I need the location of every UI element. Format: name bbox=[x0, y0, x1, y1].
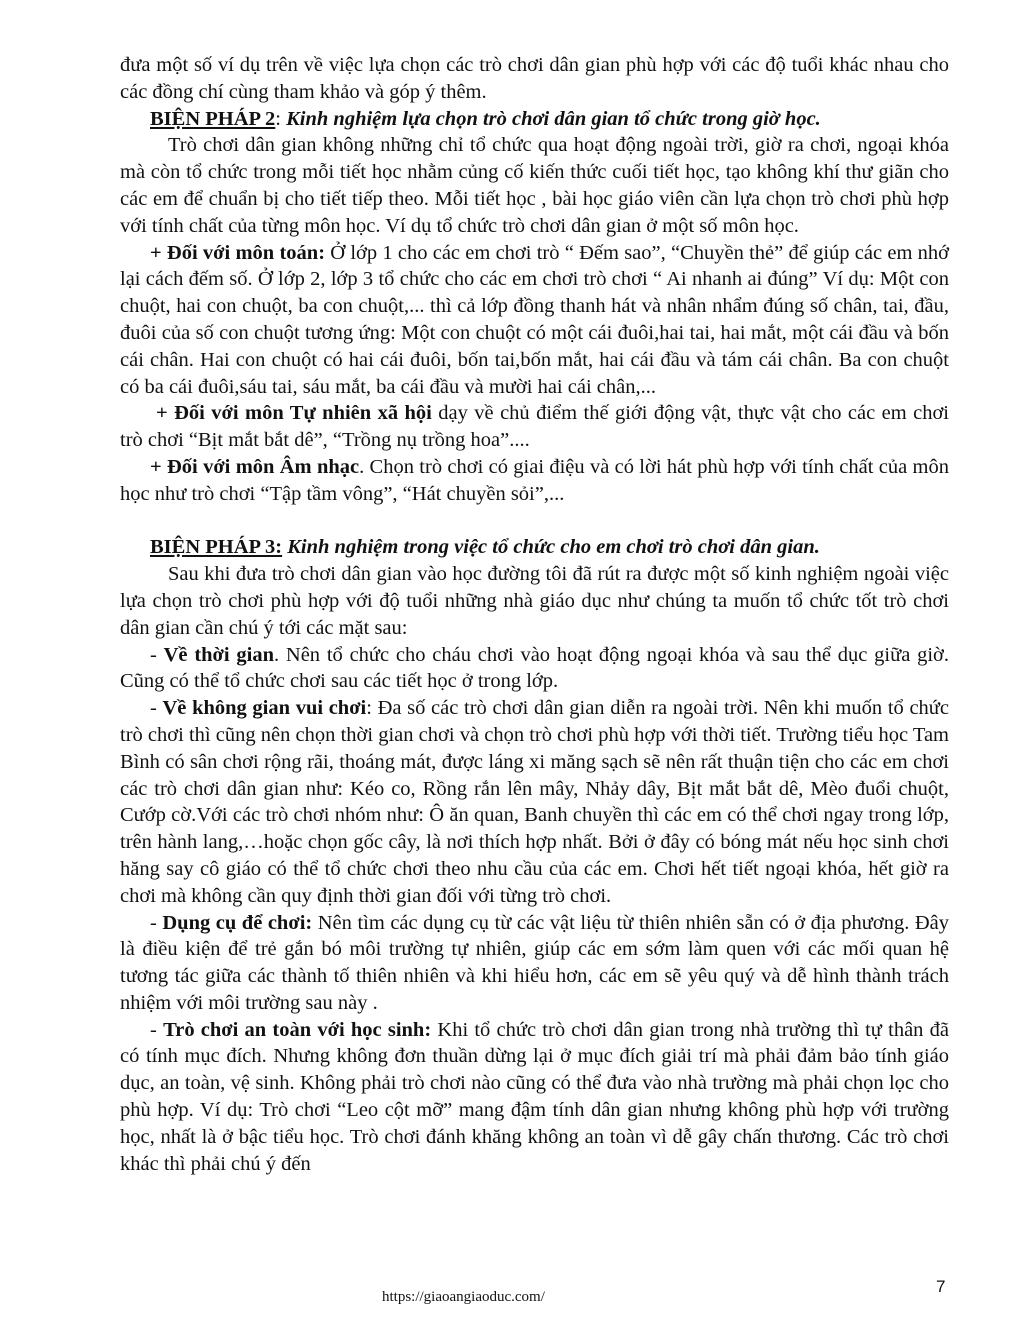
bp3-item-time-text: . Nên tổ chức cho cháu chơi vào hoạt động ngoại khóa và sau thể dục giữa giờ. Cũng có thể tổ chức chơi sau các tiết học ở trong lớp. bbox=[120, 643, 950, 693]
bp3-heading bbox=[120, 534, 949, 561]
bp3-item-tools bbox=[120, 910, 949, 1017]
bp3-item-space-dash: - bbox=[150, 697, 163, 720]
bp2-item-math-label: + Đối với môn toán: bbox=[150, 241, 326, 264]
bp3-item-space-text: : Đa số các trò chơi dân gian diễn ra ngoài trời. Nên khi muốn tổ chức trò chơi thì cũng nên chọn thời gian chơi và chọn trò chơi phù hợp với thời tiết. Trường tiểu học Tam Bình có sân chơi rộng rãi, thoáng mát, được láng xi măng sạch sẽ nên rất thuận tiện cho các em chơi các trò chơi dân gian như: Kéo co, Rồng rắn lên mây, Nhảy dây, Bịt mắt bắt dê, Mèo đuổi chuột, Cướp cờ.Với các trò chơi nhóm như: Ô ăn quan, Banh chuyền thì các em có thể chơi ngay trong lớp, trên hành lang,…hoặc chọn gốc cây, là nơi thích hợp nhất. Bởi ở đây có bóng mát nếu học sinh chơi hăng say cô giáo có thể tổ chức chơi theo nhu cầu của các em. Chơi hết tiết ngoại khóa, hết giờ ra chơi mà không cần quy định thời gian đối với từng trò chơi. bbox=[120, 697, 950, 907]
bp3-paragraph: Sau khi đưa trò chơi dân gian vào học đường tôi đã rút ra được một số kinh nghiệm ngoài việc lựa chọn trò chơi phù hợp với độ tuổi những nhà giáo dục như chúng ta muốn tổ chức tốt trò chơi dân gian cần chú ý tới các mặt sau: bbox=[120, 563, 949, 639]
footer-url-link[interactable]: https://giaoangiaoduc.com/ bbox=[382, 1289, 545, 1305]
document-body bbox=[120, 52, 949, 1177]
bp3-item-safety-dash: - bbox=[150, 1018, 164, 1041]
bp3-item-time-dash: - bbox=[150, 643, 164, 666]
bp3-item-tools-text: Nên tìm các dụng cụ từ các vật liệu từ thiên nhiên sẵn có ở địa phương. Đây là điều kiện để trẻ gắn bó môi trường tự nhiên, giúp các em sớm làm quen với các mối quan hệ tương tác giữa các thành tố thiên nhiên và khi hiểu hơn, các em sẽ yêu quý và dễ hình thành trách nhiệm với môi trường sau này . bbox=[120, 911, 950, 1014]
bp2-item-music-label: + Đối với môn Âm nhạc bbox=[150, 455, 360, 478]
bp2-item-nature bbox=[120, 400, 949, 454]
bp2-item-nature-text: dạy về chủ điểm thế giới động vật, thực vật cho các em chơi trò chơi “Bịt mắt bắt dê”, “Trồng nụ trồng hoa”.... bbox=[120, 402, 950, 452]
bp3-title: Kinh nghiệm trong việc tổ chức cho em chơi trò chơi dân gian. bbox=[287, 536, 820, 559]
bp3-item-safety bbox=[120, 1017, 949, 1178]
bp2-heading bbox=[120, 106, 949, 133]
bp3-item-space bbox=[120, 695, 949, 909]
page-number: 7 bbox=[936, 1277, 946, 1296]
bp2-separator: : bbox=[275, 107, 287, 130]
bp2-title: Kinh nghiệm lựa chọn trò chơi dân gian tổ chức trong giờ học. bbox=[286, 107, 821, 130]
bp2-label: BIỆN PHÁP 2 bbox=[150, 107, 276, 130]
bp2-item-math bbox=[120, 240, 949, 401]
bp2-item-nature-label: + Đối với môn Tự nhiên xã hội bbox=[156, 402, 432, 425]
bp3-item-tools-dash: - bbox=[150, 911, 163, 934]
bp3-item-time bbox=[120, 642, 949, 696]
bp3-label: BIỆN PHÁP 3: bbox=[150, 536, 283, 559]
bp3-item-tools-label: Dụng cụ để chơi: bbox=[162, 911, 313, 934]
bp2-item-music bbox=[120, 454, 949, 508]
bp3-item-time-label: Về thời gian bbox=[163, 643, 274, 666]
bp3-item-safety-label: Trò chơi an toàn với học sinh: bbox=[163, 1018, 432, 1041]
bp2-item-math-text: Ở lớp 1 cho các em chơi trò “ Đếm sao”, “Chuyền thẻ” để giúp các em nhớ lại cách đếm số. Ở lớp 2, lớp 3 tổ chức cho các em chơi trò chơi “ Ai nhanh ai đúng” Ví dụ: Một con chuột, hai con chuột, ba con chuột,... thì cả lớp đồng thanh hát và nhân nhẩm đúng số chân, tai, đầu, đuôi của số con chuột tương ứng: Một con chuột có một cái đuôi,hai tai, hai mắt, một cái đầu và bốn cái chân. Hai con chuột có hai cái đuôi, bốn tai,bốn mắt, hai cái đầu và tám cái chân. Ba con chuột có ba cái đuôi,sáu tai, sáu mắt, ba cái đầu và mười hai cái chân,... bbox=[120, 241, 949, 398]
bp3-item-safety-text: Khi tổ chức trò chơi dân gian trong nhà trường thì tự thân đã có tính mục đích. Nhưng không đơn thuần dừng lại ở mục đích giải trí mà phải đảm bảo tính giáo dục, an toàn, vệ sinh. Không phải trò chơi nào cũng có thể đưa vào nhà trường mà phải chọn lọc cho phù hợp. Ví dụ: Trò chơi “Leo cột mỡ” mang đậm tính dân gian nhưng không phù hợp với trường học, nhất là ở bậc tiểu học. Trò chơi đánh khăng không an toàn vì dễ gây chấn thương. Các trò chơi khác thì phải chú ý đến bbox=[120, 1018, 950, 1175]
section-gap bbox=[120, 508, 949, 535]
bp2-paragraph: Trò chơi dân gian không những chỉ tổ chức qua hoạt động ngoài trời, giờ ra chơi, ngoại khóa mà còn tổ chức trong mỗi tiết học nhằm củng cố kiến thức cuối tiết học, tạo không khí thư giãn cho các em để chuẩn bị cho tiết tiếp theo. Mỗi tiết học , bài học giáo viên cần lựa chọn trò chơi phù hợp với tính chất của từng môn học. Ví dụ tổ chức trò chơi dân gian ở một số môn học. bbox=[120, 134, 949, 237]
bp3-item-space-label: Về không gian vui chơi bbox=[162, 697, 367, 720]
intro-paragraph: đưa một số ví dụ trên về việc lựa chọn các trò chơi dân gian phù hợp với các độ tuổi khác nhau cho các đồng chí cùng tham khảo và góp ý thêm. bbox=[120, 54, 949, 103]
bp2-item-music-text: . Chọn trò chơi có giai điệu và có lời hát phù hợp với tính chất của môn học như trò chơi “Tập tầm vông”, “Hát chuyền sỏi”,... bbox=[120, 455, 949, 505]
